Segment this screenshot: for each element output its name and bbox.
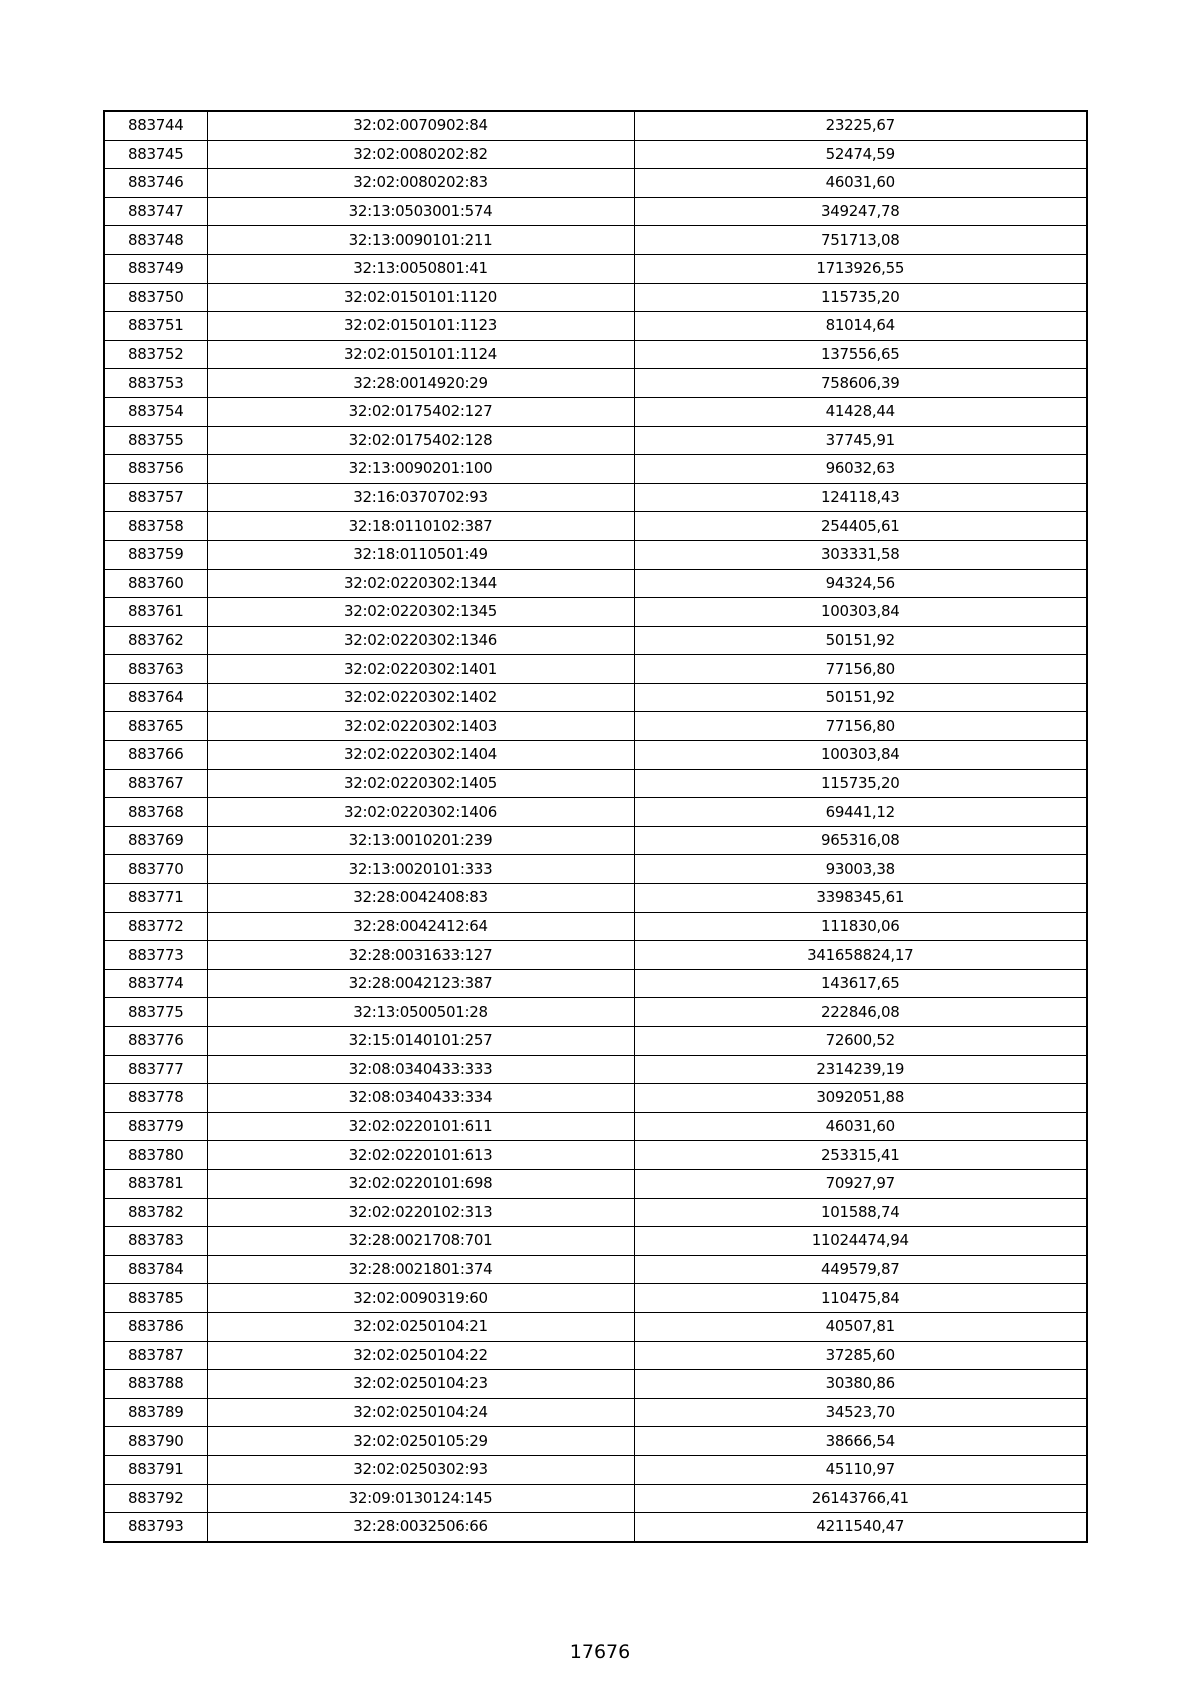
cadastral-number-cell: 32:28:0042412:64 [207,912,634,941]
table-row [104,655,1087,684]
cadastral-number-cell: 32:02:0150101:1124 [207,340,634,369]
table-row [104,598,1087,627]
cadastral-number-cell: 32:02:0220302:1344 [207,569,634,598]
row-number-cell: 883750 [104,283,207,312]
value-cell: 124118,43 [634,483,1087,512]
table-row [104,312,1087,341]
table-row [104,741,1087,770]
row-number-cell: 883787 [104,1341,207,1370]
row-number-cell: 883778 [104,1084,207,1113]
table-row [104,1084,1087,1113]
row-number-cell: 883774 [104,969,207,998]
row-number-cell: 883788 [104,1370,207,1399]
cadastral-number-cell: 32:28:0021801:374 [207,1255,634,1284]
row-number-cell: 883773 [104,941,207,970]
row-number-cell: 883777 [104,1055,207,1084]
row-number-cell: 883786 [104,1312,207,1341]
row-number-cell: 883769 [104,826,207,855]
row-number-cell: 883767 [104,769,207,798]
row-number-cell: 883782 [104,1198,207,1227]
row-number-cell: 883759 [104,540,207,569]
value-cell: 254405,61 [634,512,1087,541]
value-cell: 34523,70 [634,1398,1087,1427]
row-number-cell: 883746 [104,169,207,198]
value-cell: 100303,84 [634,598,1087,627]
row-number-cell: 883751 [104,312,207,341]
value-cell: 38666,54 [634,1427,1087,1456]
cadastral-value-table [103,110,1088,1543]
value-cell: 96032,63 [634,455,1087,484]
cadastral-number-cell: 32:02:0175402:128 [207,426,634,455]
row-number-cell: 883747 [104,197,207,226]
value-cell: 143617,65 [634,969,1087,998]
value-cell: 751713,08 [634,226,1087,255]
row-number-cell: 883770 [104,855,207,884]
cadastral-number-cell: 32:02:0220302:1403 [207,712,634,741]
cadastral-number-cell: 32:13:0500501:28 [207,998,634,1027]
row-number-cell: 883776 [104,1027,207,1056]
table-row [104,1398,1087,1427]
row-number-cell: 883766 [104,741,207,770]
value-cell: 50151,92 [634,683,1087,712]
table-row [104,712,1087,741]
cadastral-number-cell: 32:02:0220302:1346 [207,626,634,655]
row-number-cell: 883752 [104,340,207,369]
table-row [104,1370,1087,1399]
table-row [104,397,1087,426]
value-cell: 46031,60 [634,1112,1087,1141]
cadastral-number-cell: 32:02:0070902:84 [207,111,634,140]
table-row [104,426,1087,455]
table-row [104,855,1087,884]
row-number-cell: 883781 [104,1169,207,1198]
cadastral-number-cell: 32:02:0220302:1406 [207,798,634,827]
value-cell: 69441,12 [634,798,1087,827]
value-cell: 45110,97 [634,1455,1087,1484]
row-number-cell: 883779 [104,1112,207,1141]
value-cell: 40507,81 [634,1312,1087,1341]
table-row [104,826,1087,855]
value-cell: 3092051,88 [634,1084,1087,1113]
page-number: 17676 [569,1641,631,1663]
row-number-cell: 883789 [104,1398,207,1427]
cadastral-number-cell: 32:15:0140101:257 [207,1027,634,1056]
table-row [104,226,1087,255]
table-row [104,140,1087,169]
row-number-cell: 883753 [104,369,207,398]
cadastral-number-cell: 32:02:0250104:22 [207,1341,634,1370]
value-cell: 4211540,47 [634,1513,1087,1542]
value-cell: 111830,06 [634,912,1087,941]
value-cell: 26143766,41 [634,1484,1087,1513]
cadastral-number-cell: 32:08:0340433:333 [207,1055,634,1084]
value-cell: 341658824,17 [634,941,1087,970]
row-number-cell: 883791 [104,1455,207,1484]
table-row [104,540,1087,569]
value-cell: 1713926,55 [634,254,1087,283]
cadastral-number-cell: 32:02:0220101:613 [207,1141,634,1170]
row-number-cell: 883793 [104,1513,207,1542]
cadastral-number-cell: 32:02:0220302:1402 [207,683,634,712]
table-row [104,283,1087,312]
value-cell: 758606,39 [634,369,1087,398]
table-row [104,1284,1087,1313]
row-number-cell: 883775 [104,998,207,1027]
table-row [104,1055,1087,1084]
table-row [104,884,1087,913]
table-row [104,1427,1087,1456]
value-cell: 37285,60 [634,1341,1087,1370]
cadastral-number-cell: 32:13:0010201:239 [207,826,634,855]
table-row [104,1027,1087,1056]
value-cell: 94324,56 [634,569,1087,598]
row-number-cell: 883745 [104,140,207,169]
table-row [104,1141,1087,1170]
table-row [104,798,1087,827]
value-cell: 11024474,94 [634,1227,1087,1256]
row-number-cell: 883785 [104,1284,207,1313]
value-cell: 222846,08 [634,998,1087,1027]
row-number-cell: 883757 [104,483,207,512]
row-number-cell: 883790 [104,1427,207,1456]
table-row [104,455,1087,484]
value-cell: 77156,80 [634,712,1087,741]
cadastral-number-cell: 32:13:0090101:211 [207,226,634,255]
table-row [104,254,1087,283]
table-row [104,1198,1087,1227]
cadastral-number-cell: 32:28:0014920:29 [207,369,634,398]
cadastral-number-cell: 32:02:0175402:127 [207,397,634,426]
table-row [104,1169,1087,1198]
cadastral-number-cell: 32:13:0090201:100 [207,455,634,484]
value-cell: 81014,64 [634,312,1087,341]
cadastral-number-cell: 32:09:0130124:145 [207,1484,634,1513]
table-row [104,1112,1087,1141]
table-row [104,1227,1087,1256]
cadastral-number-cell: 32:02:0150101:1120 [207,283,634,312]
table-row [104,483,1087,512]
table-row [104,369,1087,398]
table-row [104,941,1087,970]
cadastral-number-cell: 32:02:0250302:93 [207,1455,634,1484]
row-number-cell: 883758 [104,512,207,541]
row-number-cell: 883772 [104,912,207,941]
table-row [104,683,1087,712]
row-number-cell: 883756 [104,455,207,484]
cadastral-number-cell: 32:02:0250105:29 [207,1427,634,1456]
table-row [104,998,1087,1027]
cadastral-number-cell: 32:02:0250104:24 [207,1398,634,1427]
table-row [104,1455,1087,1484]
cadastral-number-cell: 32:13:0020101:333 [207,855,634,884]
row-number-cell: 883783 [104,1227,207,1256]
cadastral-number-cell: 32:28:0032506:66 [207,1513,634,1542]
table-row [104,1341,1087,1370]
table-row [104,1255,1087,1284]
cadastral-number-cell: 32:28:0042123:387 [207,969,634,998]
cadastral-number-cell: 32:13:0503001:574 [207,197,634,226]
value-cell: 37745,91 [634,426,1087,455]
cadastral-number-cell: 32:08:0340433:334 [207,1084,634,1113]
value-cell: 303331,58 [634,540,1087,569]
value-cell: 253315,41 [634,1141,1087,1170]
cadastral-number-cell: 32:02:0080202:83 [207,169,634,198]
value-cell: 23225,67 [634,111,1087,140]
value-cell: 30380,86 [634,1370,1087,1399]
cadastral-number-cell: 32:18:0110501:49 [207,540,634,569]
row-number-cell: 883749 [104,254,207,283]
table-row [104,969,1087,998]
value-cell: 93003,38 [634,855,1087,884]
cadastral-number-cell: 32:02:0220101:698 [207,1169,634,1198]
table-row [104,197,1087,226]
row-number-cell: 883761 [104,598,207,627]
row-number-cell: 883760 [104,569,207,598]
value-cell: 41428,44 [634,397,1087,426]
value-cell: 137556,65 [634,340,1087,369]
row-number-cell: 883762 [104,626,207,655]
cadastral-number-cell: 32:02:0250104:21 [207,1312,634,1341]
table-row [104,912,1087,941]
table-row [104,569,1087,598]
cadastral-number-cell: 32:18:0110102:387 [207,512,634,541]
cadastral-number-cell: 32:28:0031633:127 [207,941,634,970]
value-cell: 449579,87 [634,1255,1087,1284]
cadastral-number-cell: 32:02:0220302:1405 [207,769,634,798]
cadastral-number-cell: 32:16:0370702:93 [207,483,634,512]
value-cell: 77156,80 [634,655,1087,684]
row-number-cell: 883748 [104,226,207,255]
table-row [104,1513,1087,1542]
value-cell: 115735,20 [634,283,1087,312]
value-cell: 3398345,61 [634,884,1087,913]
row-number-cell: 883771 [104,884,207,913]
cadastral-number-cell: 32:02:0220302:1401 [207,655,634,684]
cadastral-number-cell: 32:02:0090319:60 [207,1284,634,1313]
row-number-cell: 883792 [104,1484,207,1513]
row-number-cell: 883780 [104,1141,207,1170]
row-number-cell: 883754 [104,397,207,426]
table-row [104,626,1087,655]
row-number-cell: 883755 [104,426,207,455]
cadastral-number-cell: 32:02:0150101:1123 [207,312,634,341]
table-row [104,111,1087,140]
table-row [104,1312,1087,1341]
table-row [104,340,1087,369]
cadastral-number-cell: 32:02:0220102:313 [207,1198,634,1227]
value-cell: 115735,20 [634,769,1087,798]
row-number-cell: 883765 [104,712,207,741]
value-cell: 52474,59 [634,140,1087,169]
row-number-cell: 883768 [104,798,207,827]
cadastral-number-cell: 32:02:0080202:82 [207,140,634,169]
cadastral-number-cell: 32:28:0042408:83 [207,884,634,913]
cadastral-number-cell: 32:13:0050801:41 [207,254,634,283]
value-cell: 70927,97 [634,1169,1087,1198]
value-cell: 349247,78 [634,197,1087,226]
cadastral-number-cell: 32:02:0220302:1345 [207,598,634,627]
row-number-cell: 883744 [104,111,207,140]
table-row [104,1484,1087,1513]
row-number-cell: 883784 [104,1255,207,1284]
row-number-cell: 883763 [104,655,207,684]
value-cell: 965316,08 [634,826,1087,855]
value-cell: 101588,74 [634,1198,1087,1227]
value-cell: 2314239,19 [634,1055,1087,1084]
cadastral-number-cell: 32:02:0220302:1404 [207,741,634,770]
cadastral-number-cell: 32:02:0250104:23 [207,1370,634,1399]
value-cell: 110475,84 [634,1284,1087,1313]
table-row [104,169,1087,198]
value-cell: 46031,60 [634,169,1087,198]
value-cell: 100303,84 [634,741,1087,770]
value-cell: 72600,52 [634,1027,1087,1056]
table-row [104,769,1087,798]
row-number-cell: 883764 [104,683,207,712]
value-cell: 50151,92 [634,626,1087,655]
cadastral-number-cell: 32:02:0220101:611 [207,1112,634,1141]
table-row [104,512,1087,541]
cadastral-number-cell: 32:28:0021708:701 [207,1227,634,1256]
table-body [104,111,1087,1542]
